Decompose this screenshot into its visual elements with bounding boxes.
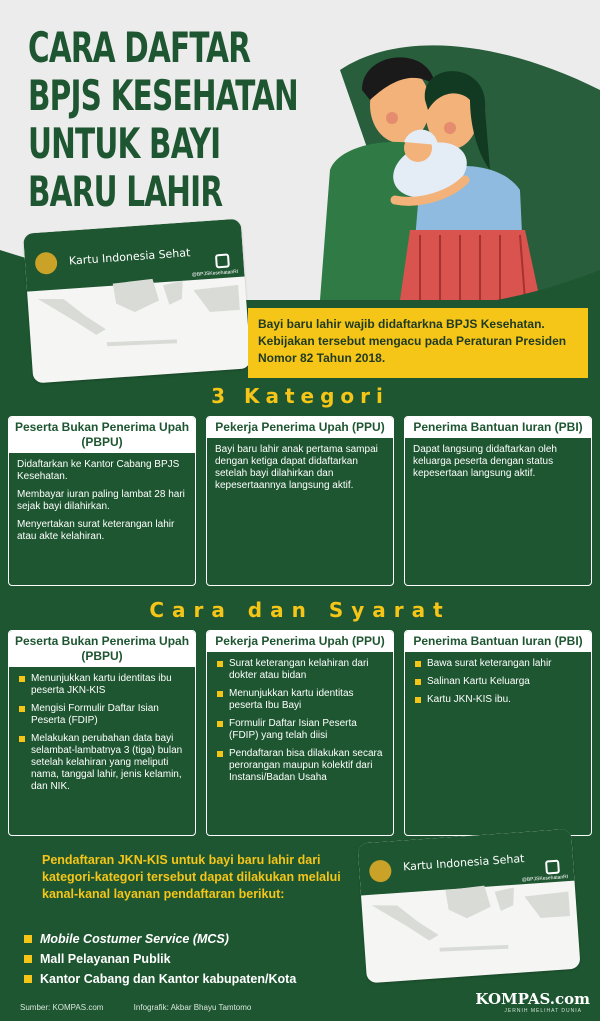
syarat-box-title: Penerima Bantuan Iuran (PBI) — [405, 631, 591, 652]
kategori-text: Membayar iuran paling lambat 28 hari sejak bayi dilahirkan. — [17, 489, 185, 512]
title-line-3: UNTUK BAYI — [28, 119, 221, 168]
title-line-4: BARU LAHIR — [28, 167, 223, 216]
kis-card-top — [23, 219, 251, 384]
kategori-box-pbpu — [8, 416, 196, 586]
channel-list — [24, 930, 296, 990]
syarat-box-ppu — [206, 630, 394, 836]
syarat-item: Mengisi Formulir Daftar Isian Peserta (FDIP) — [17, 703, 187, 727]
syarat-item: Menunjukkan kartu identitas peserta Ibu Bayi — [215, 688, 385, 712]
syarat-box-pbpu — [8, 630, 196, 836]
channel-item: Kantor Cabang dan Kantor kabupaten/Kota — [24, 970, 296, 988]
kategori-text: Bayi baru lahir anak pertama sampai dengan ketiga dapat didaftarkan setelah bayi dilahirkan dan kepesertaannya langsung aktif. — [215, 444, 378, 491]
kategori-box-title: Pekerja Penerima Upah (PPU) — [207, 417, 393, 438]
kategori-text: Menyertakan surat keterangan lahir atau akte kelahiran. — [17, 519, 175, 542]
indonesia-map-icon — [32, 265, 248, 369]
kompas-tagline: JERNIH MELIHAT DUNIA — [504, 1008, 582, 1014]
intro-box: Bayi baru lahir wajib didaftarkna BPJS Kesehatan. Kebijakan tersebut mengacu pada Peraturan Presiden Nomor 82 Tahun 2018. — [248, 308, 588, 378]
syarat-item: Melakukan perubahan data bayi selambat-lambatnya 3 (tiga) bulan setelah kelahiran yang meliputi nama, tanggal lahir, jenis kelamin, dan NIK. — [17, 733, 187, 793]
syarat-item: Kartu JKN-KIS ibu. — [413, 694, 583, 706]
footer-credits — [20, 1003, 279, 1012]
card-title: Kartu Indonesia Sehat — [68, 246, 191, 268]
card-title: Kartu Indonesia Sehat — [402, 852, 525, 874]
syarat-item: Formulir Daftar Isian Peserta (FDIP) yang telah diisi — [215, 718, 385, 742]
kategori-heading: 3 Kategori — [211, 384, 389, 408]
registration-text: Pendaftaran JKN-KIS untuk bayi baru lahir dari kategori-kategori tersebut dapat dilakukan melalui kanal-kanal layanan pendaftaran berikut: — [42, 853, 341, 901]
kis-card-bottom — [357, 829, 580, 984]
page-title — [28, 23, 298, 216]
kategori-box-ppu — [206, 416, 394, 586]
syarat-box-title: Pekerja Penerima Upah (PPU) — [207, 631, 393, 652]
title-line-1: CARA DAFTAR — [28, 23, 251, 72]
syarat-item: Salinan Kartu Keluarga — [413, 676, 583, 688]
kompas-logo: KOMPAS.com — [475, 990, 590, 1008]
syarat-item: Menunjukkan kartu identitas ibu peserta JKN-KIS — [17, 673, 187, 697]
infographic-credit: Infografik: Akbar Bhayu Tamtomo — [133, 1003, 252, 1012]
syarat-box-pbi — [404, 630, 592, 836]
kategori-box-title: Penerima Bantuan Iuran (PBI) — [405, 417, 591, 438]
syarat-item: Bawa surat keterangan lahir — [413, 658, 583, 670]
kategori-text: Didaftarkan ke Kantor Cabang BPJS Kesehatan. — [17, 459, 180, 482]
card-handle: @BPJSKesehatanRI — [191, 268, 239, 279]
syarat-item: Pendaftaran bisa dilakukan secara perorangan maupun kolektif dari Instansi/Badan Usaha — [215, 748, 385, 784]
kategori-text: Dapat langsung didaftarkan oleh keluarga peserta dengan status kepesertaan langsung aktif. — [413, 444, 557, 479]
kategori-box-title: Peserta Bukan Penerima Upah (PBPU) — [9, 417, 195, 453]
channel-item: Mobile Costumer Service (MCS) — [24, 930, 296, 948]
syarat-item: Surat keterangan kelahiran dari dokter atau bidan — [215, 658, 385, 682]
card-handle: @BPJSKesehatanRI — [521, 874, 569, 884]
title-line-2: BPJS KESEHATAN — [28, 71, 298, 120]
syarat-box-title: Peserta Bukan Penerima Upah (PBPU) — [9, 631, 195, 667]
channel-item: Mall Pelayanan Publik — [24, 950, 296, 968]
kategori-box-pbi — [404, 416, 592, 586]
source-credit: Sumber: KOMPAS.com — [20, 1003, 104, 1012]
syarat-heading: Cara dan Syarat — [149, 598, 451, 622]
indonesia-map-icon — [366, 871, 578, 975]
